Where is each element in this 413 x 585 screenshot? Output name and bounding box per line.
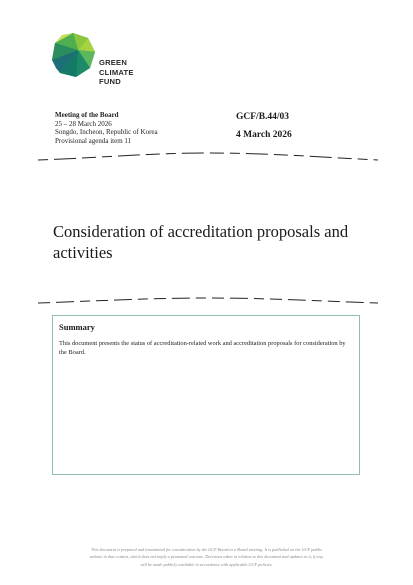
disclaimer-line: will be made publicly available in accordance with applicable GCF policies. — [140, 561, 273, 567]
footer-disclaimer — [30, 546, 383, 568]
wave-divider-top — [38, 148, 378, 168]
wordmark-line: CLIMATE — [99, 67, 134, 77]
disclaimer-line: website in that context, which does not imply a presumed outcome. Decisions taken in relation to this document and updates to it, if any, — [89, 554, 324, 560]
document-reference: GCF/B.44/03 — [236, 112, 290, 122]
meeting-dates: 25 – 28 March 2026 — [55, 119, 112, 128]
document-title: Consideration of accreditation proposals and activities — [53, 222, 349, 262]
organization-wordmark — [99, 58, 134, 87]
wave-divider-bottom — [38, 291, 378, 311]
green-climate-fund-logo-icon — [50, 32, 96, 78]
summary-text: This document presents the status of accreditation-related work and accreditation proposals for consideration by the Board. — [59, 340, 346, 357]
meeting-location: Songdo, Incheon, Republic of Korea — [55, 128, 158, 137]
document-date: 4 March 2026 — [236, 130, 292, 140]
wordmark-line: GREEN — [99, 58, 128, 67]
summary-box — [52, 315, 360, 475]
disclaimer-line: This document is prepared and transmitted for consideration by the GCF Board at a Board meeting. It is published on the GCF public — [90, 547, 323, 552]
meeting-agenda-item: Provisional agenda item 11 — [55, 136, 132, 145]
summary-heading: Summary — [59, 322, 95, 332]
meeting-info — [55, 111, 158, 145]
meeting-label: Meeting of the Board — [55, 111, 119, 119]
wordmark-line: FUND — [99, 77, 121, 87]
